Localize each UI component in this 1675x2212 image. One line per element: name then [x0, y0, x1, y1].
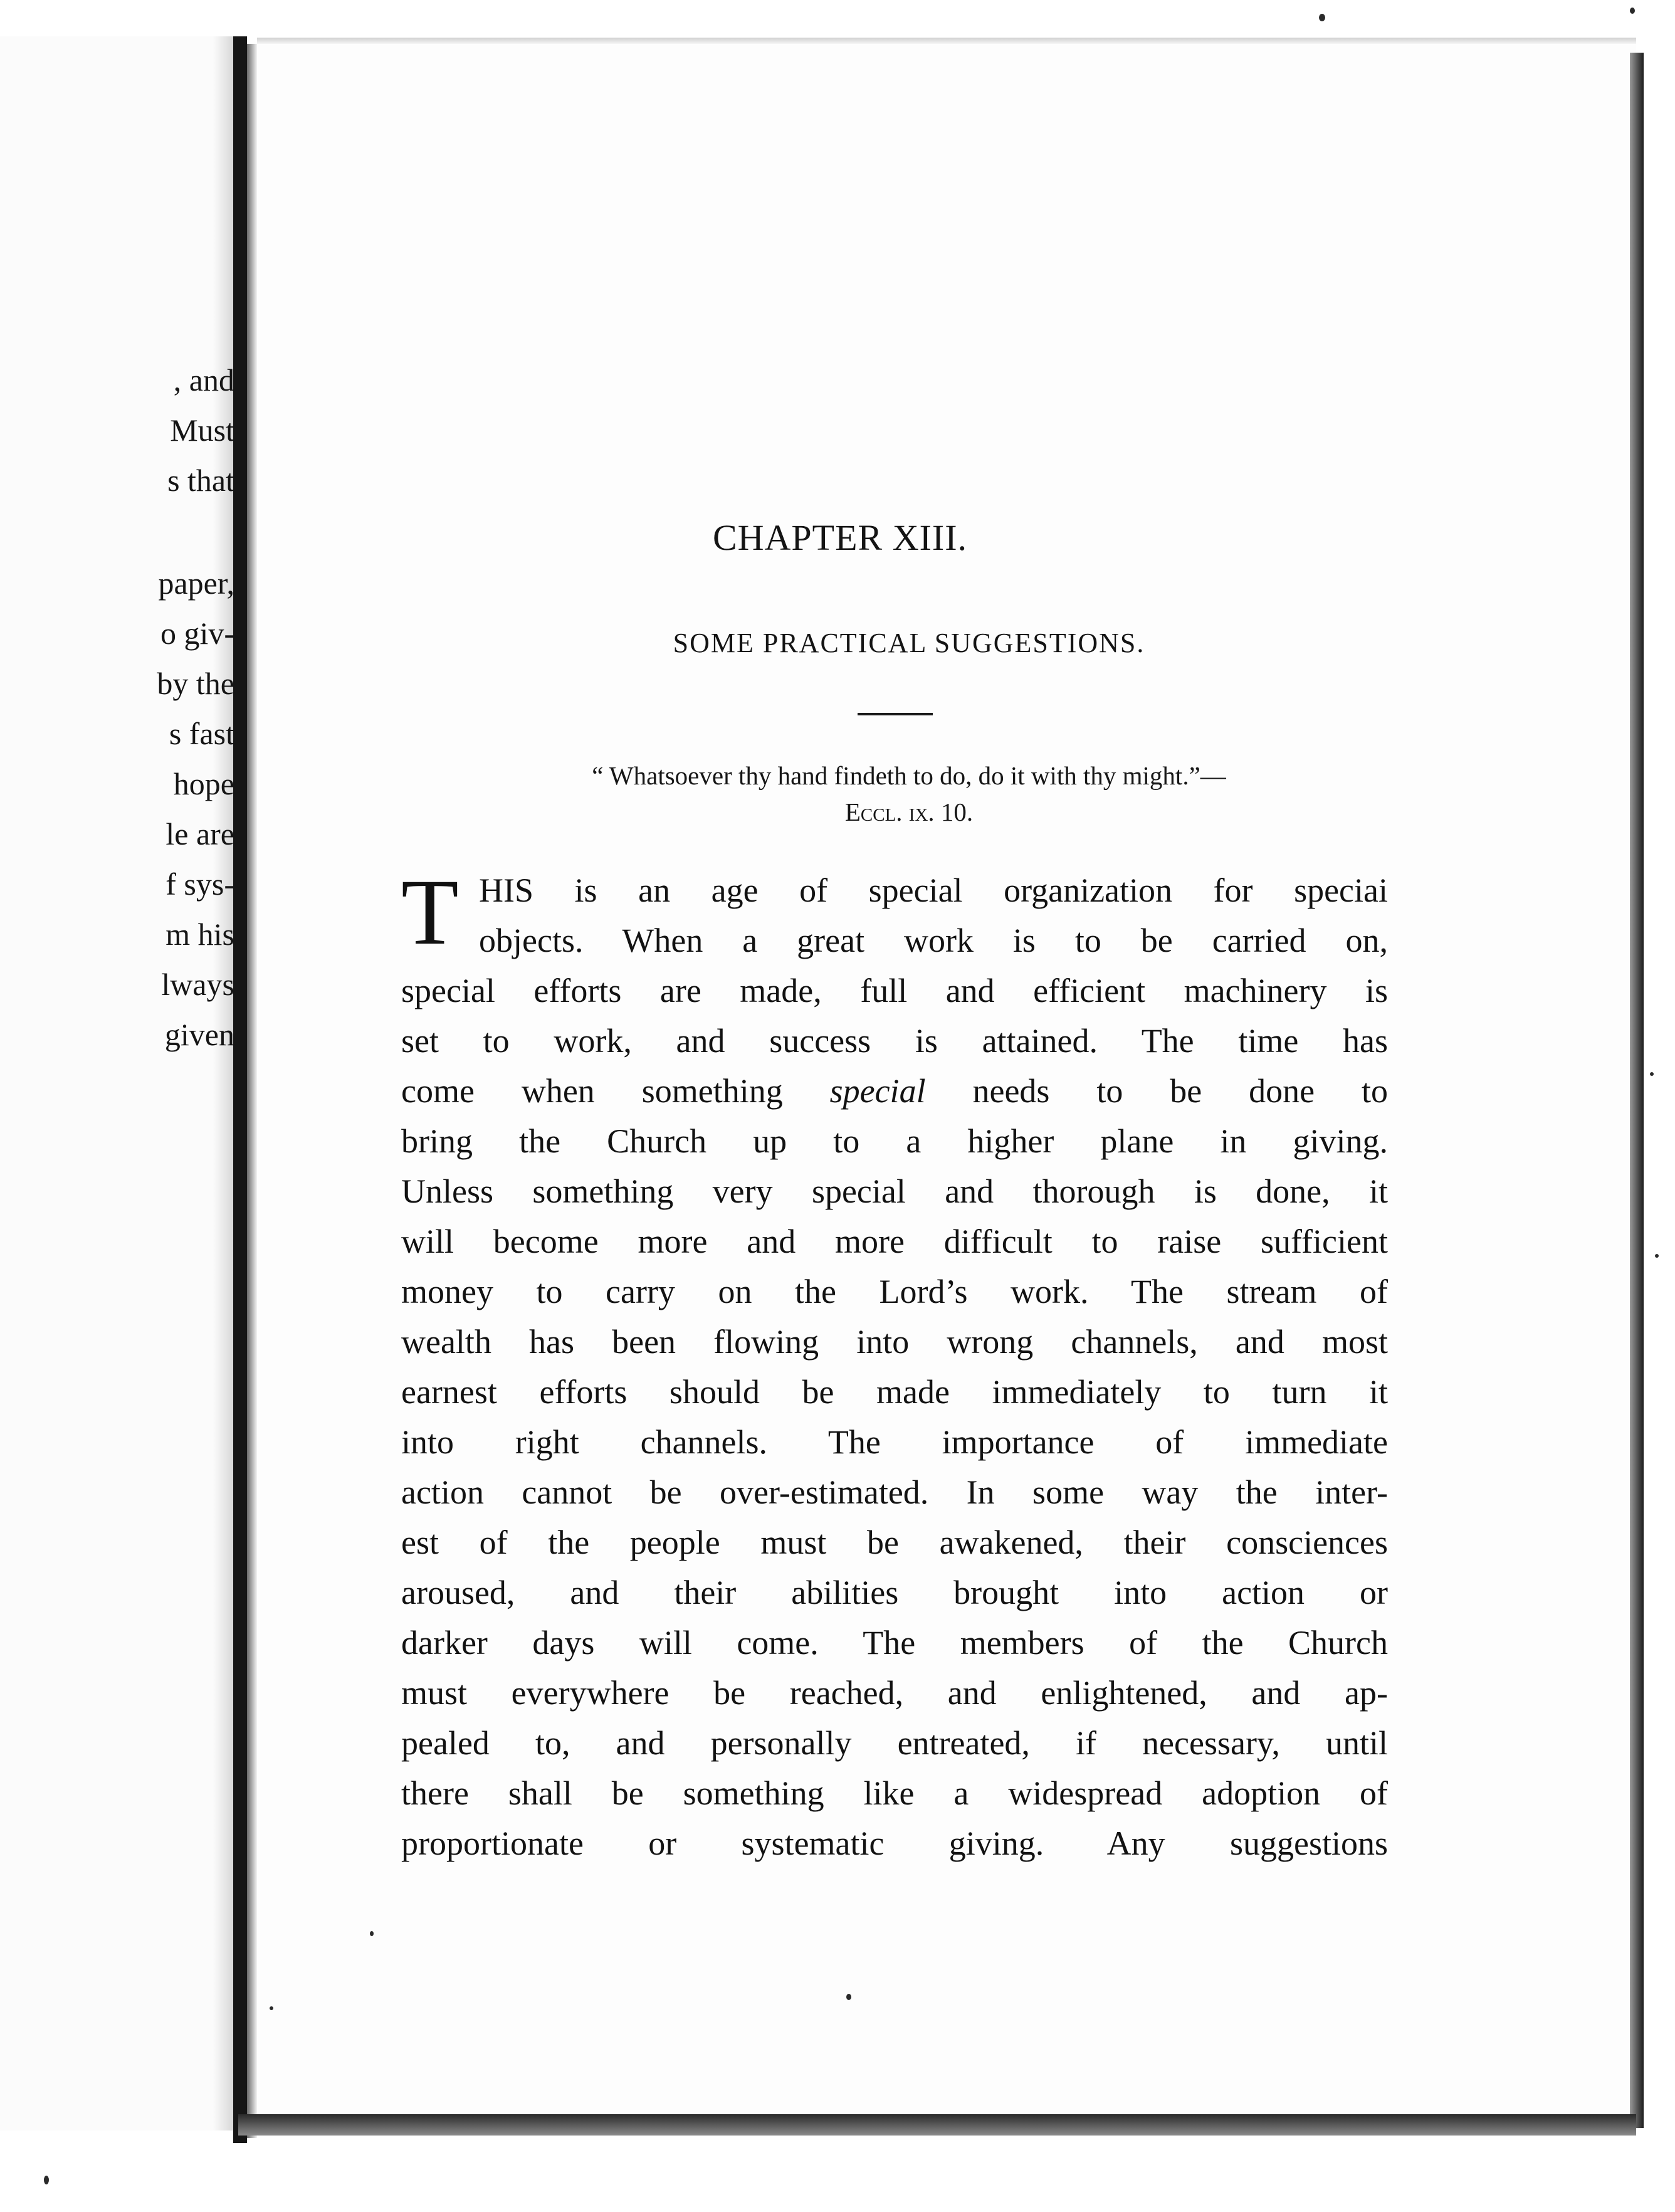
scan-speck — [1630, 8, 1635, 14]
body-line: action cannot be over-estimated. In some way the inter- — [401, 1473, 1388, 1511]
body-line: objects. When a great work is to be carried on, — [479, 922, 1388, 959]
scan-speck — [1655, 1254, 1659, 1258]
body-line: wealth has been flowing into wrong channels, and most — [401, 1323, 1388, 1361]
body-line: aroused, and their abilities brought into action or — [401, 1574, 1388, 1611]
facing-page-line: , and — [173, 362, 234, 398]
scan-speck — [1319, 14, 1325, 21]
body-line-segment: come when something — [401, 1072, 783, 1110]
chapter-title: CHAPTER XIII. — [712, 517, 968, 558]
facing-page-line: paper, — [158, 566, 234, 601]
epigraph-quote: “ Whatsoever thy hand findeth to do, do it with thy might.”— — [592, 761, 1226, 790]
body-line: darker days will come. The members of the Church — [401, 1624, 1388, 1662]
scan-speck — [1650, 1072, 1654, 1076]
body-line-segment: needs to be done to — [972, 1072, 1388, 1110]
body-line: special efforts are made, full and efficient machinery is — [401, 972, 1388, 1009]
body-line: pealed to, and personally entreated, if necessary, until — [401, 1724, 1388, 1762]
body-line: must everywhere be reached, and enlightened, and ap- — [401, 1674, 1388, 1712]
page-right-edge — [1630, 53, 1644, 2128]
body-line-with-italic — [401, 1066, 1388, 1116]
body-line: money to carry on the Lord’s work. The stream of — [401, 1273, 1388, 1310]
title-divider — [858, 713, 933, 715]
facing-page-line: hope — [173, 766, 234, 801]
facing-page-line: s that — [167, 463, 234, 498]
body-line: est of the people must be awakened, their consciences — [401, 1524, 1388, 1561]
epigraph — [439, 757, 1379, 830]
page-bottom-edge — [238, 2114, 1636, 2136]
body-line: set to work, and success is attained. The time has — [401, 1022, 1388, 1060]
scan-speck — [846, 1994, 851, 2000]
facing-page-line: s fast — [169, 716, 234, 751]
facing-page-text — [0, 0, 364, 2212]
body-line: will become more and more difficult to raise sufficient — [401, 1223, 1388, 1260]
body-line: earnest efforts should be made immediately to turn it — [401, 1373, 1388, 1411]
epigraph-citation: Eccl. ix. 10. — [844, 798, 974, 826]
facing-page-line: o giv- — [160, 616, 234, 651]
facing-page-line: lways — [161, 967, 234, 1002]
drop-cap: T — [401, 860, 459, 964]
scan-speck — [270, 2006, 273, 2010]
facing-page-line: Must — [170, 413, 234, 448]
facing-page-line: le are — [165, 816, 234, 851]
body-line: proportionate or systematic giving. Any suggestions — [401, 1825, 1388, 1862]
body-line: bring the Church up to a higher plane in giving. — [401, 1122, 1388, 1160]
facing-page-line: by the — [157, 666, 234, 701]
body-line: into right channels. The importance of immediate — [401, 1423, 1388, 1461]
body-line: HIS is an age of special organization for speciai — [479, 872, 1388, 909]
scan-speck — [44, 2176, 49, 2184]
facing-page-line: f sys- — [165, 866, 234, 902]
facing-page-line: m his — [165, 917, 234, 952]
body-line: Unless something very special and thorough is done, it — [401, 1172, 1388, 1210]
body-line: there shall be something like a widespread adoption of — [401, 1774, 1388, 1812]
scan-speck — [370, 1931, 374, 1936]
emphasized-word: special — [829, 1072, 926, 1110]
facing-page-line: given — [164, 1017, 234, 1052]
chapter-subtitle: SOME PRACTICAL SUGGESTIONS. — [673, 628, 1145, 658]
